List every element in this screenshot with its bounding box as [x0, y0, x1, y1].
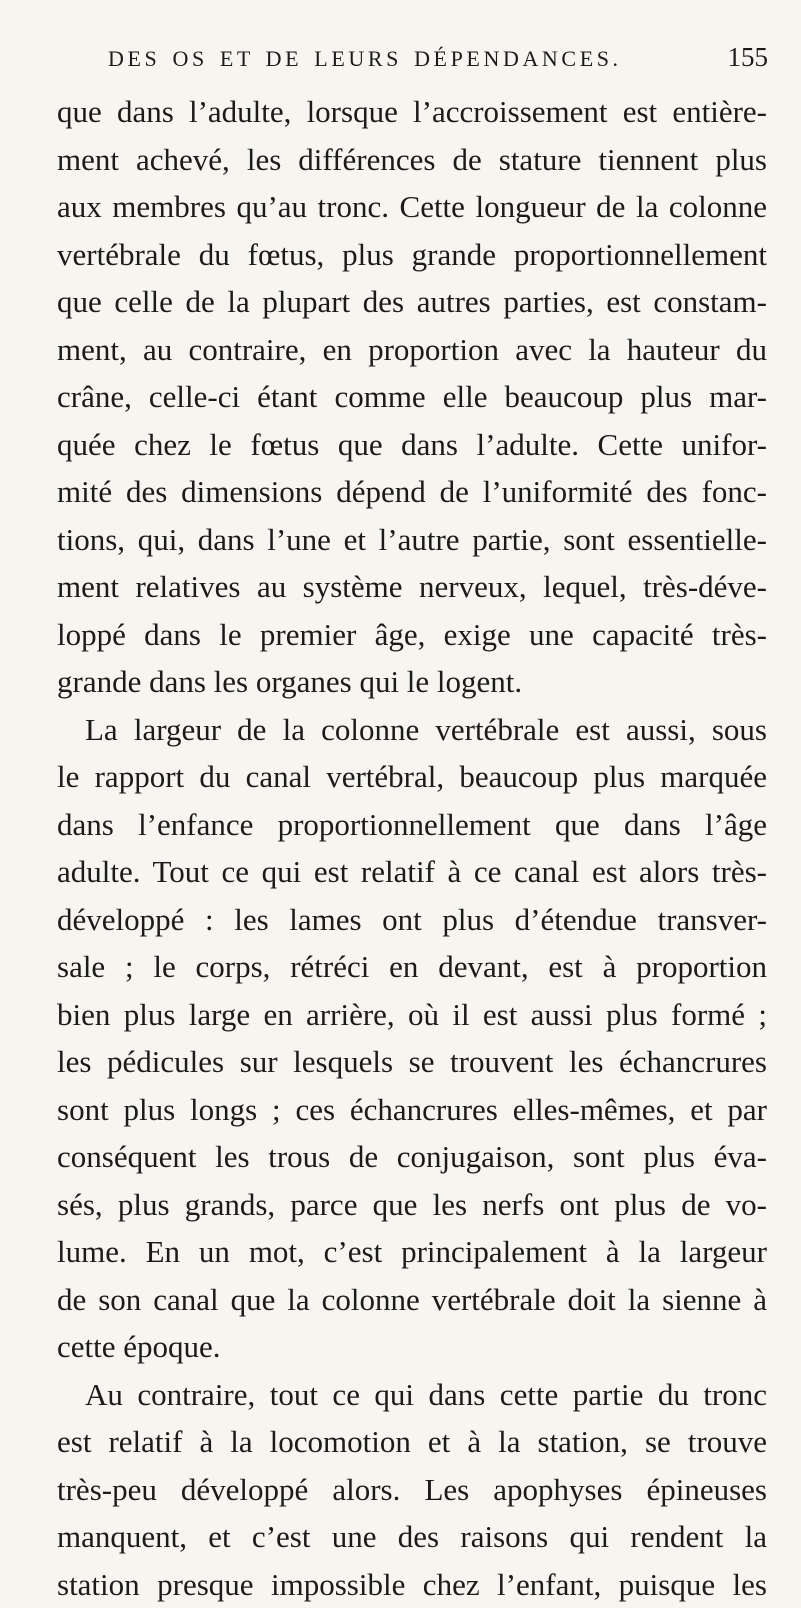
- text-line: sont plus longs ; ces échancrures elles-mêmes, et par: [57, 1086, 767, 1134]
- paragraph-end-line: grande dans les organes qui le logent.: [57, 658, 767, 706]
- text-line: que celle de la plupart des autres parties, est constam-: [57, 278, 767, 326]
- text-line: ment achevé, les différences de stature tiennent plus: [57, 136, 767, 184]
- text-line: lume. En un mot, c’est principalement à la largeur: [57, 1228, 767, 1276]
- text-line: les pédicules sur lesquels se trouvent les échancrures: [57, 1038, 767, 1086]
- text-line: vertébrale du fœtus, plus grande proportionnellement: [57, 231, 767, 279]
- text-line: crâne, celle-ci étant comme elle beaucoup plus mar-: [57, 373, 767, 421]
- text-line: quée chez le fœtus que dans l’adulte. Cette unifor-: [57, 421, 767, 469]
- text-line: de son canal que la colonne vertébrale doit la sienne à: [57, 1276, 767, 1324]
- text-line: station presque impossible chez l’enfant, puisque les: [57, 1561, 767, 1608]
- text-line: manquent, et c’est une des raisons qui rendent la: [57, 1513, 767, 1561]
- text-line: ment relatives au système nerveux, lequel, très-déve-: [57, 563, 767, 611]
- text-line: ment, au contraire, en proportion avec la hauteur du: [57, 326, 767, 374]
- text-line: développé : les lames ont plus d’étendue transver-: [57, 896, 767, 944]
- paragraph-start-line: La largeur de la colonne vertébrale est aussi, sous: [57, 706, 767, 754]
- running-head: [108, 46, 768, 86]
- text-line: tions, qui, dans l’une et l’autre partie, sont essentielle-: [57, 516, 767, 564]
- running-title: DES OS ET DE LEURS DÉPENDANCES.: [108, 46, 622, 72]
- text-line: conséquent les trous de conjugaison, sont plus éva-: [57, 1133, 767, 1181]
- text-line: loppé dans le premier âge, exige une capacité très-: [57, 611, 767, 659]
- text-line: adulte. Tout ce qui est relatif à ce canal est alors très-: [57, 848, 767, 896]
- text-line: sale ; le corps, rétréci en devant, est à proportion: [57, 943, 767, 991]
- text-line: dans l’enfance proportionnellement que dans l’âge: [57, 801, 767, 849]
- text-line: bien plus large en arrière, où il est aussi plus formé ;: [57, 991, 767, 1039]
- text-line: mité des dimensions dépend de l’uniformité des fonc-: [57, 468, 767, 516]
- text-line: est relatif à la locomotion et à la station, se trouve: [57, 1418, 767, 1466]
- text-line: le rapport du canal vertébral, beaucoup plus marquée: [57, 753, 767, 801]
- text-line: que dans l’adulte, lorsque l’accroissement est entière-: [57, 88, 767, 136]
- page-number: 155: [728, 42, 769, 73]
- paragraph-end-line: cette époque.: [57, 1323, 767, 1371]
- body-text: [57, 88, 767, 1608]
- paragraph-start-line: Au contraire, tout ce qui dans cette partie du tronc: [57, 1371, 767, 1419]
- text-line: sés, plus grands, parce que les nerfs ont plus de vo-: [57, 1181, 767, 1229]
- text-line: très-peu développé alors. Les apophyses épineuses: [57, 1466, 767, 1514]
- text-line: aux membres qu’au tronc. Cette longueur de la colonne: [57, 183, 767, 231]
